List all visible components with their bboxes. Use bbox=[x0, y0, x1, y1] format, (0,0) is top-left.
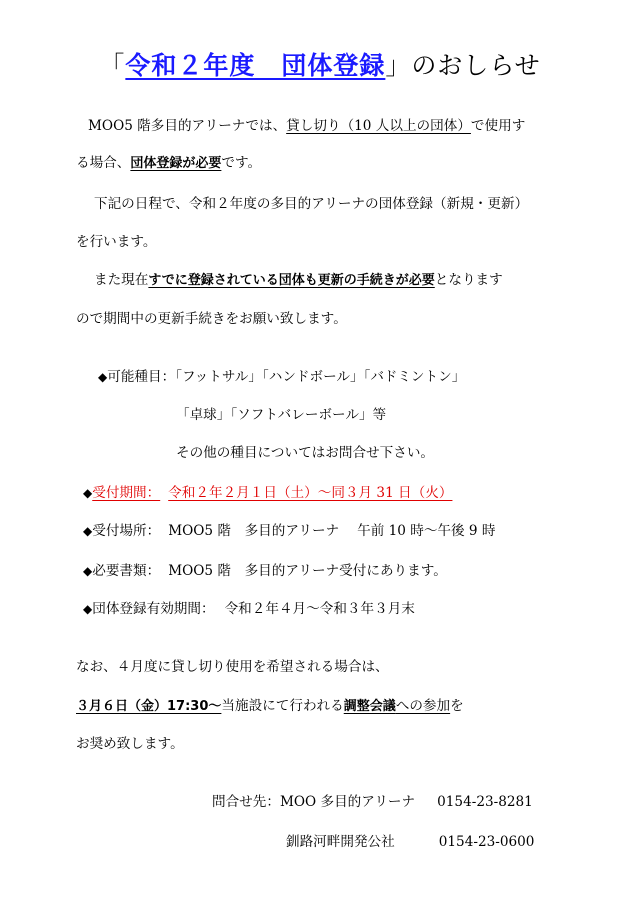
notice-line-3: お奨め致します。 bbox=[76, 736, 184, 752]
bullet-icon: ◆ bbox=[83, 486, 93, 500]
place-value: MOO5 階 多目的アリーナ 午前 10 時～午後 9 時 bbox=[168, 523, 496, 539]
intro-line-6: ので期間中の更新手続きをお願い致します。 bbox=[76, 311, 347, 327]
intro-text: となります bbox=[434, 272, 503, 288]
contact-phone: 0154-23-8281 bbox=[437, 794, 533, 810]
sports-label: 可能種目： bbox=[107, 369, 176, 385]
intro-line-4: を行います。 bbox=[76, 234, 157, 250]
notice-line-1: なお、４月度に貸し切り使用を希望される場合は、 bbox=[76, 659, 389, 675]
place-line bbox=[83, 521, 495, 541]
notice-line-2 bbox=[76, 696, 464, 717]
contact-line-1 bbox=[212, 792, 533, 812]
docs-value: MOO5 階 多目的アリーナ受付にあります。 bbox=[168, 563, 447, 579]
contact-label: 問合せ先： bbox=[212, 794, 280, 810]
period-value: 令和２年２月１日（土）～同３月 31 日（火） bbox=[168, 485, 453, 501]
intro-underline: 貸し切り（10 人以上の団体） bbox=[286, 118, 471, 134]
title-highlight: 令和２年度 団体登録 bbox=[125, 51, 386, 80]
valid-value: 令和２年４月～令和３年３月末 bbox=[224, 601, 415, 617]
intro-line-2 bbox=[76, 153, 261, 174]
period-line bbox=[83, 483, 452, 503]
intro-line-3: 下記の日程で、令和２年度の多目的アリーナの団体登録（新規・更新） bbox=[94, 196, 529, 212]
page-title bbox=[0, 46, 640, 82]
title-close: 」のおしらせ bbox=[385, 51, 541, 80]
period-label: 受付期間： bbox=[92, 485, 161, 501]
intro-text: で使用す bbox=[470, 118, 526, 134]
bullet-icon: ◆ bbox=[83, 602, 93, 616]
contact-org: MOO 多目的アリーナ bbox=[279, 794, 416, 810]
notice-text: 当施設にて行われる bbox=[221, 698, 344, 714]
docs-line bbox=[83, 561, 447, 581]
bullet-icon: ◆ bbox=[83, 564, 93, 578]
intro-line-5 bbox=[94, 270, 503, 291]
valid-label: 団体登録有効期間： bbox=[92, 601, 215, 617]
bullet-icon: ◆ bbox=[98, 370, 108, 384]
notice-text: を bbox=[450, 698, 464, 714]
intro-line-1 bbox=[88, 116, 525, 136]
sports-line-2: 「卓球」「ソフトバレーボール」等 bbox=[176, 407, 387, 423]
intro-underline: すでに登録されている団体も更新の手続きが必要 bbox=[148, 273, 435, 288]
bullet-icon: ◆ bbox=[83, 524, 93, 538]
sports-value: 「フットサル」「ハンドボール」「バドミントン」 bbox=[175, 369, 466, 385]
title-open: 「 bbox=[99, 51, 126, 80]
intro-text: MOO5 階多目的アリーナでは、 bbox=[88, 118, 287, 134]
sports-line-1 bbox=[98, 367, 465, 387]
intro-text: です。 bbox=[221, 155, 262, 171]
valid-line bbox=[83, 599, 415, 619]
contact-phone: 0154-23-0600 bbox=[438, 834, 535, 850]
intro-text: る場合、 bbox=[76, 155, 131, 171]
notice-meeting: 調整会議 bbox=[343, 699, 396, 714]
notice-participation: への参加 bbox=[395, 698, 451, 714]
intro-text: また現在 bbox=[94, 272, 149, 288]
notice-date: ３月６日（金）17:30～ bbox=[76, 699, 222, 714]
contact-line-2 bbox=[286, 832, 534, 852]
sports-line-3: その他の種目についてはお問合せ下さい。 bbox=[176, 445, 435, 461]
docs-label: 必要書類： bbox=[92, 563, 161, 579]
contact-org: 釧路河畔開発公社 bbox=[286, 834, 395, 850]
intro-underline: 団体登録が必要 bbox=[130, 156, 222, 171]
place-label: 受付場所： bbox=[92, 523, 161, 539]
